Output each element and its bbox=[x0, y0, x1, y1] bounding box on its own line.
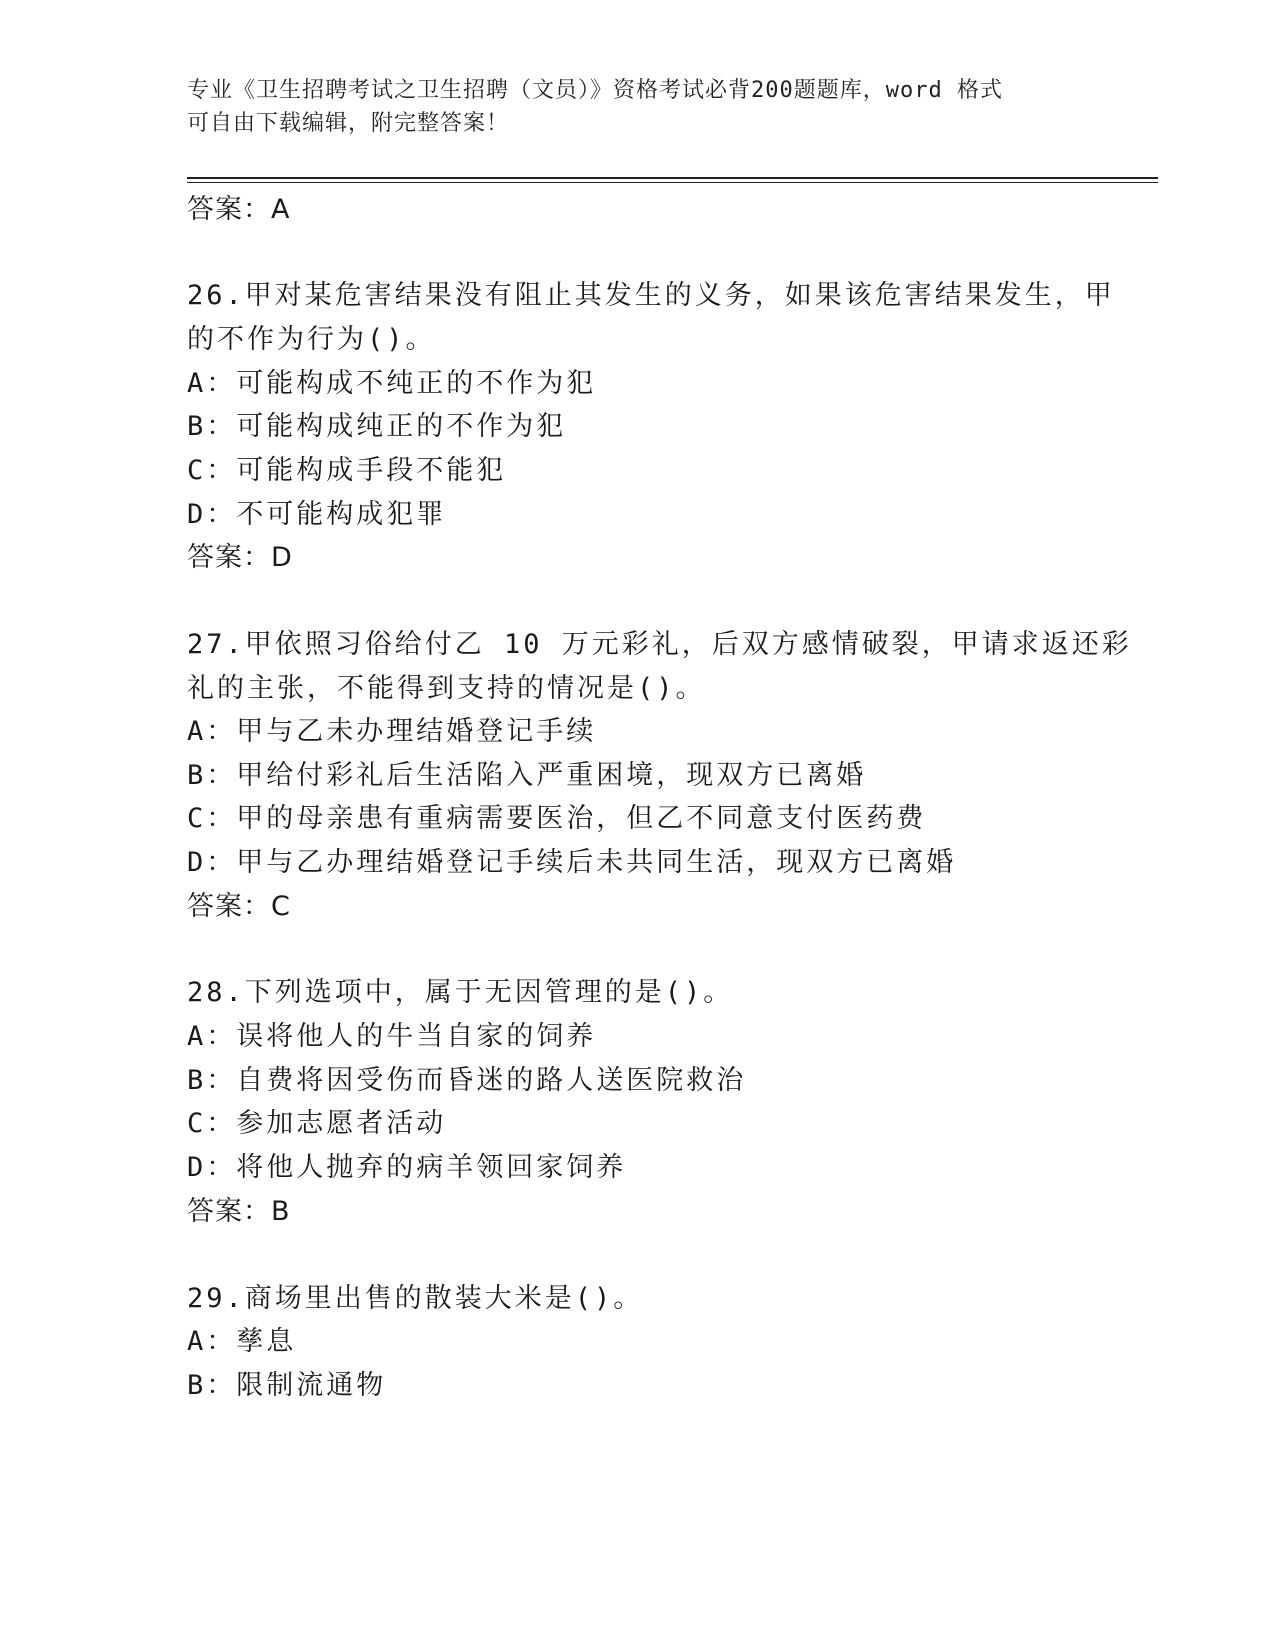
option-c: C：甲的母亲患有重病需要医治，但乙不同意支付医药费 bbox=[187, 803, 927, 834]
document-header bbox=[187, 74, 1087, 140]
question-stem-line: 29.商场里出售的散装大米是()。 bbox=[187, 1283, 644, 1314]
question-stem-line: 26.甲对某危害结果没有阻止其发生的义务，如果该危害结果发生，甲 bbox=[187, 280, 1115, 311]
header-divider-thick bbox=[187, 177, 1158, 179]
header-title-line-1: 专业《卫生招聘考试之卫生招聘（文员）》资格考试必背200题题库，word 格式 bbox=[187, 78, 1003, 103]
option-a: A：误将他人的牛当自家的饲养 bbox=[187, 1021, 597, 1052]
option-d: D：甲与乙办理结婚登记手续后未共同生活，现双方已离婚 bbox=[187, 847, 957, 878]
question-stem-line: 28.下列选项中，属于无因管理的是()。 bbox=[187, 977, 734, 1008]
option-b: B：可能构成纯正的不作为犯 bbox=[187, 411, 567, 442]
question-stem-line: 礼的主张，不能得到支持的情况是()。 bbox=[187, 673, 706, 704]
option-c: C：参加志愿者活动 bbox=[187, 1108, 447, 1139]
option-b: B：甲给付彩礼后生活陷入严重困境，现双方已离婚 bbox=[187, 760, 867, 791]
previous-answer: 答案：A bbox=[187, 194, 291, 225]
option-c: C：可能构成手段不能犯 bbox=[187, 455, 507, 486]
header-divider-thin bbox=[187, 182, 1158, 183]
header-title-line-2: 可自由下载编辑，附完整答案！ bbox=[187, 111, 510, 136]
option-b: B：限制流通物 bbox=[187, 1370, 387, 1401]
option-a: A：孳息 bbox=[187, 1326, 297, 1357]
question-stem-line: 27.甲依照习俗给付乙 10 万元彩礼，后双方感情破裂，甲请求返还彩 bbox=[187, 629, 1132, 660]
option-d: D：将他人抛弃的病羊领回家饲养 bbox=[187, 1152, 627, 1183]
option-d: D：不可能构成犯罪 bbox=[187, 499, 447, 530]
question-stem-line: 的不作为行为()。 bbox=[187, 324, 436, 355]
option-a: A：甲与乙未办理结婚登记手续 bbox=[187, 716, 597, 747]
option-a: A：可能构成不纯正的不作为犯 bbox=[187, 368, 597, 399]
answer: 答案：C bbox=[187, 891, 291, 922]
option-b: B：自费将因受伤而昏迷的路人送医院救治 bbox=[187, 1065, 747, 1096]
answer: 答案：D bbox=[187, 542, 293, 573]
answer: 答案：B bbox=[187, 1196, 291, 1227]
